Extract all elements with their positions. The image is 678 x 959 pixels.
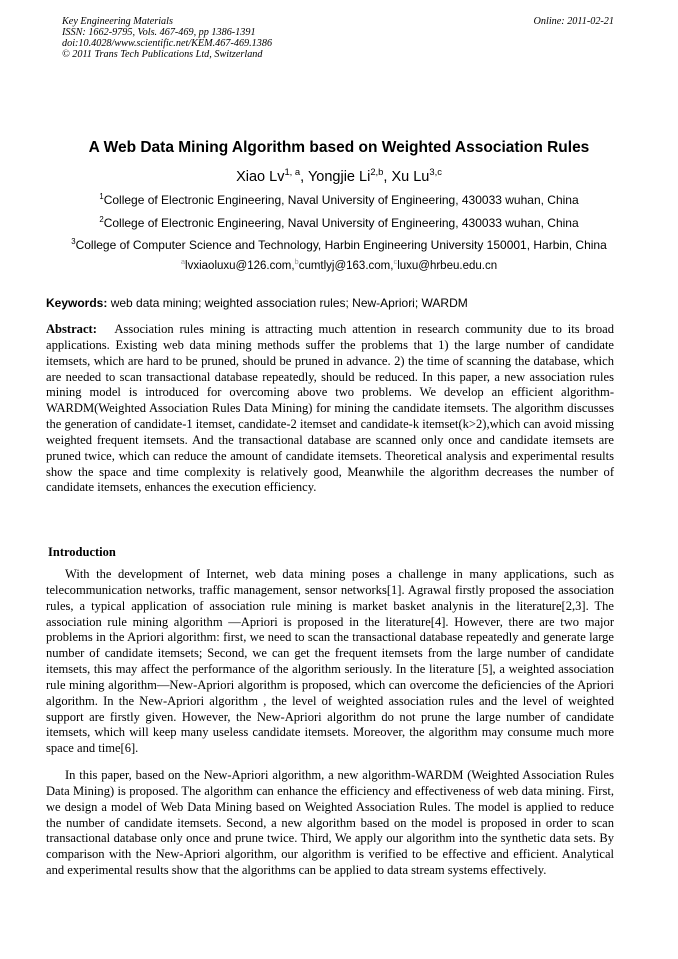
- affiliation: [0, 193, 678, 207]
- email-link[interactable]: lvxiaoluxu@126.com,: [185, 260, 295, 272]
- affiliation: [0, 216, 678, 230]
- paragraph: With the development of Internet, web data mining poses a challenge in many applications, such as telecommunication networks, traffic management, sensor networks[1]. Agrawal firstly proposed the association rules, a typical application of association rule mining is market basket analynis in the literature[2,3]. The association rule mining algorithm —Apriori is proposed in the literature[4]. However, there are two major problems in the Apriori algorithm: first, we need to scan the transactional database repeatedly and generate large number of candidate itemsets; Second, we can get the frequent itemsets from the large number of candidate itemsets, this may affect the performance of the algorithm seriously. In the literature [5], a weighted association rule mining algorithm—New-Apriori algorithm is proposed, which can overcome the deficiencies of the Apriori algorithm. In the New-Apriori algorithm , the level of weighted association rules and the level of weighted support are firstly given. However, the New-Apriori algorithm do not prune the large number of candidate itemsets, which will keep many useless candidate itemsets. Moreover, the algorithm may consume much more space and time[6].: [46, 567, 614, 756]
- section-heading-introduction: Introduction: [48, 545, 116, 559]
- author-name: Xu Lu: [391, 169, 430, 185]
- journal-header: [62, 16, 272, 60]
- email-mark: b: [294, 257, 299, 267]
- paper-title: A Web Data Mining Algorithm based on Weighted Association Rules: [88, 139, 590, 156]
- keywords: [46, 296, 636, 310]
- affiliation-mark: 3: [71, 237, 76, 246]
- abstract-label: Abstract:: [46, 322, 97, 336]
- email-link[interactable]: luxu@hrbeu.edu.cn: [397, 260, 498, 272]
- author-affiliation-mark: 1, a: [284, 166, 301, 178]
- author-list: Xiao Lv$^{1, a}$, Yongjie Li$^{2,b}$, Xu Lu$^{3,c}$: [236, 166, 442, 185]
- affiliation-text: College of Electronic Engineering, Naval University of Engineering, 430033 wuhan, China: [103, 216, 579, 230]
- abstract: [46, 322, 614, 496]
- email-mark: c: [393, 257, 398, 267]
- affiliation: [0, 238, 678, 252]
- email-link[interactable]: cumtlyj@163.com,: [298, 260, 394, 272]
- keywords-label: Keywords:: [46, 296, 108, 310]
- online-date: Online: 2011-02-21: [533, 16, 614, 27]
- journal-copyright: © 2011 Trans Tech Publications Ltd, Switzerland: [62, 49, 263, 60]
- keywords-text: web data mining; weighted association rules; New-Apriori; WARDM: [110, 296, 468, 310]
- email-mark: a: [180, 257, 186, 267]
- author-name: Xiao Lv: [236, 169, 285, 185]
- email-list: [0, 257, 678, 272]
- affiliation-text: College of Electronic Engineering, Naval University of Engineering, 430033 wuhan, China: [103, 193, 579, 207]
- journal-doi: doi:10.4028/www.scientific.net/KEM.467-469.1386: [62, 38, 273, 49]
- paragraph: In this paper, based on the New-Apriori algorithm, a new algorithm-WARDM (Weighted Association Rules Data Mining) is proposed. The algorithm can enhance the efficiency and effectiveness of web data mining. First, we design a model of Web Data Mining based on Weighted Association Rules. The model is applied to reduce the number of candidate itemsets. Second, a new algorithm based on the model is proposed in order to scan transactional database only once and prune twice. Third, We apply our algorithm into the synthetic data sets. By comparison with the New-Apriori algorithm, our algorithm is verified to be effective and efficient. Analytical and experimental results show that the algorithms can be applied to data stream systems effectively.: [46, 768, 614, 878]
- author-affiliation-mark: 2,b: [370, 166, 384, 178]
- author-affiliation-mark: 3,c: [429, 166, 442, 178]
- journal-issn: ISSN: 1662-9795, Vols. 467-469, pp 1386-1391: [62, 27, 256, 38]
- journal-name: Key Engineering Materials: [62, 16, 173, 27]
- abstract-text: Association rules mining is attracting much attention in research community due to its broad applications. Existing web data mining methods suffer the problems that 1) the large number of candidate itemsets, which are hard to be pruned, should be pruned in advance. 2) the time of scanning the database, which are needed to scan transactional database repeatedly, should be reduced. In this paper, a new association rules mining model is introduced for overcoming above two problems. We develop an efficient algorithm-WARDM(Weighted Association Rules Data Mining) for mining the candidate itemsets. The algorithm discusses the generation of candidate-1 itemset, candidate-2 itemset and candidate-k itemset(k>2),which can avoid missing weighted frequent itemsets. And the transactional database are scanned only once and candidate itemsets are pruned twice, which can reduce the amount of candidate itemsets. Theoretical analysis and experimental results show the space and time complexity is relatively good, Meanwhile the algorithm decreases the number of candidate itemsets, enhances the execution efficiency.: [46, 322, 615, 495]
- affiliation-text: College of Computer Science and Technology, Harbin Engineering University 150001, Harbin, China: [75, 238, 607, 252]
- affiliation-mark: 2: [99, 215, 104, 224]
- affiliation-mark: 1: [99, 192, 104, 201]
- author-name: Yongjie Li: [307, 169, 371, 185]
